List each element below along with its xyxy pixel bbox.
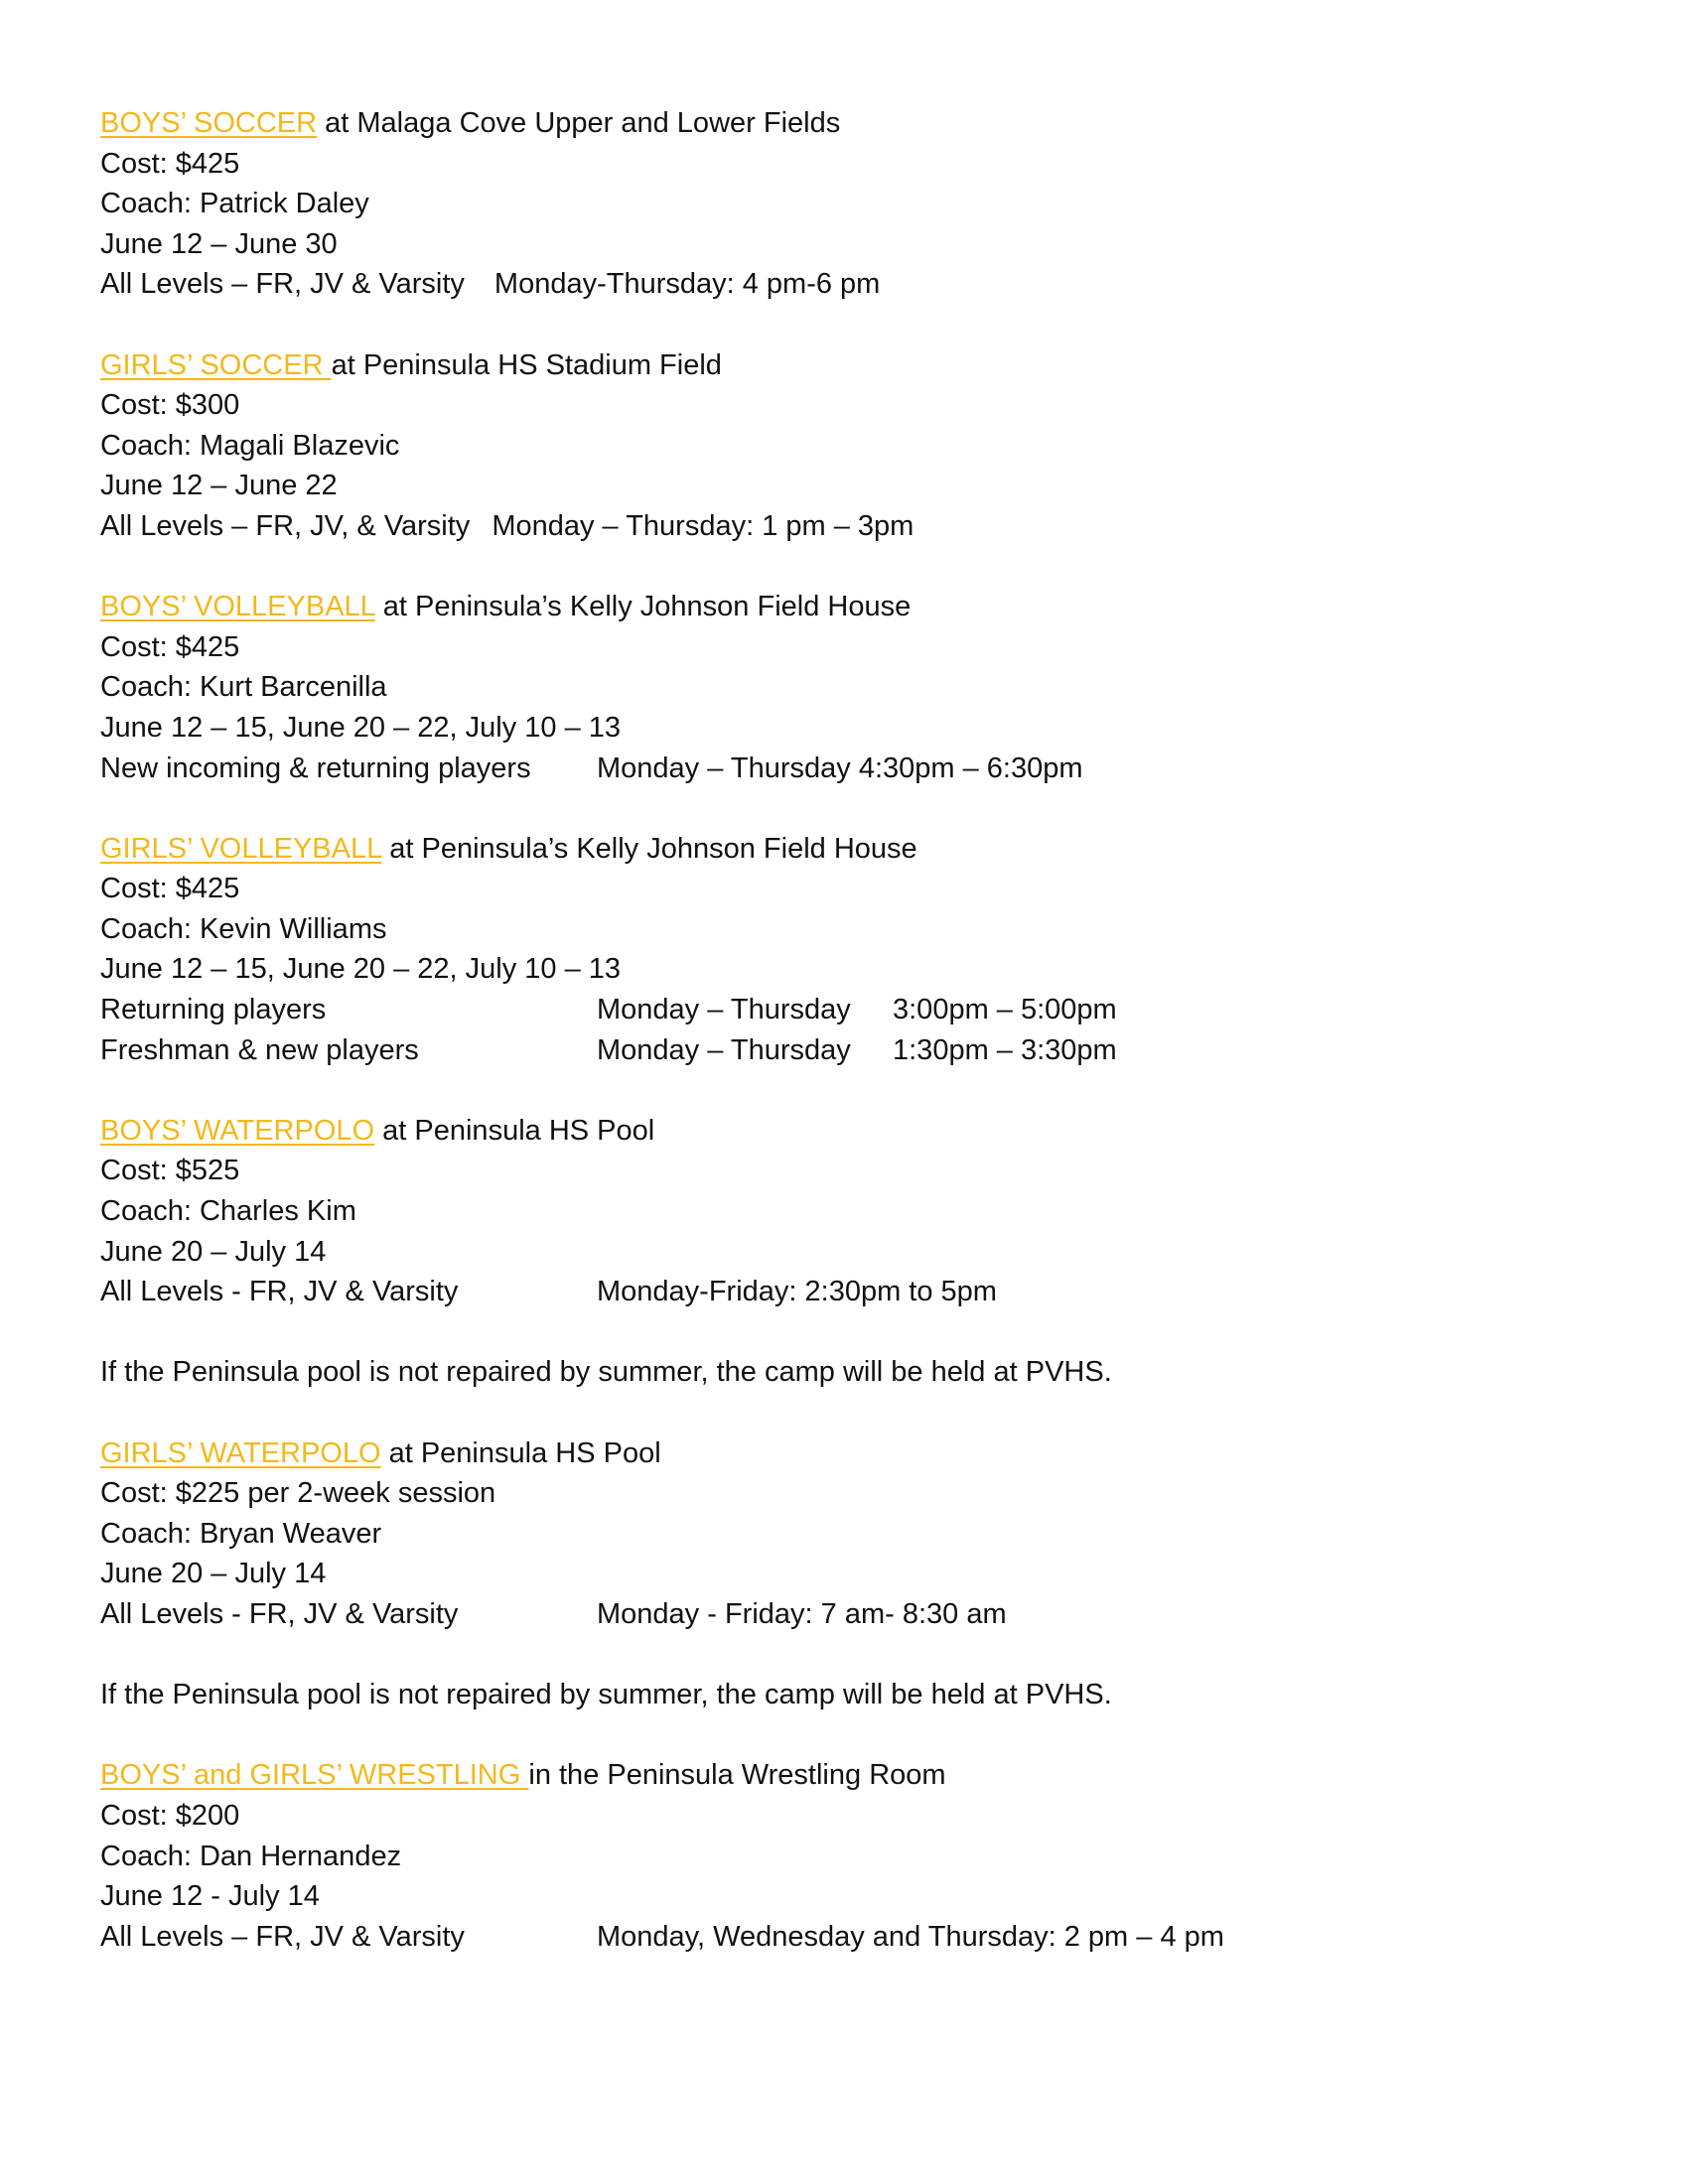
venue: at Peninsula HS Pool bbox=[380, 1436, 661, 1469]
schedule-row bbox=[100, 990, 1590, 1030]
time: 1:30pm – 3:30pm bbox=[893, 1033, 1117, 1066]
section-heading bbox=[100, 1755, 1590, 1796]
coach: Coach: Kevin Williams bbox=[100, 912, 387, 945]
days: Monday – Thursday bbox=[597, 1033, 851, 1066]
sport-name-link[interactable]: BOYS’ SOCCER bbox=[100, 107, 318, 139]
section-heading bbox=[100, 1433, 1590, 1474]
levels-schedule-row bbox=[100, 749, 1590, 789]
coach: Coach: Magali Blazevic bbox=[100, 429, 400, 462]
section-heading bbox=[100, 587, 1590, 627]
coach: Coach: Kurt Barcenilla bbox=[100, 671, 387, 704]
dates: June 20 – July 14 bbox=[100, 1558, 327, 1590]
cost: Cost: $525 bbox=[100, 1155, 240, 1187]
document-page bbox=[100, 103, 1590, 1957]
schedule: Monday-Friday: 2:30pm to 5pm bbox=[597, 1276, 997, 1308]
section-heading bbox=[100, 345, 1590, 386]
venue: at Peninsula’s Kelly Johnson Field House bbox=[374, 591, 912, 623]
dates: June 12 - July 14 bbox=[100, 1880, 320, 1913]
section-heading bbox=[100, 1111, 1590, 1152]
levels-schedule-row bbox=[100, 264, 1590, 305]
venue: at Peninsula’s Kelly Johnson Field House bbox=[381, 832, 917, 865]
sport-name-link[interactable]: BOYS’ and GIRLS’ WRESTLING bbox=[100, 1759, 529, 1792]
schedule: Monday, Wednesday and Thursday: 2 pm – 4 pm bbox=[597, 1920, 1224, 1953]
coach: Coach: Patrick Daley bbox=[100, 188, 369, 220]
sport-name-link[interactable]: GIRLS’ SOCCER bbox=[100, 348, 332, 381]
levels: All Levels - FR, JV & Varsity bbox=[100, 1276, 459, 1308]
schedule: Monday – Thursday: 1 pm – 3pm bbox=[492, 509, 914, 542]
cost: Cost: $300 bbox=[100, 389, 240, 422]
schedule: Monday – Thursday 4:30pm – 6:30pm bbox=[597, 751, 1083, 784]
schedule-row bbox=[100, 1030, 1590, 1071]
levels: All Levels - FR, JV & Varsity bbox=[100, 1597, 459, 1630]
group: Returning players bbox=[100, 994, 327, 1026]
time: 3:00pm – 5:00pm bbox=[893, 994, 1117, 1026]
schedule: Monday-Thursday: 4 pm-6 pm bbox=[493, 268, 881, 301]
venue: at Peninsula HS Pool bbox=[374, 1114, 655, 1147]
levels: All Levels – FR, JV, & Varsity bbox=[100, 509, 471, 542]
group: Freshman & new players bbox=[100, 1033, 419, 1066]
sport-name-link[interactable]: BOYS’ VOLLEYBALL bbox=[100, 591, 375, 623]
levels-schedule-row bbox=[100, 1594, 1590, 1635]
venue: at Peninsula HS Stadium Field bbox=[331, 348, 722, 381]
cost: Cost: $425 bbox=[100, 147, 240, 180]
sport-name-link[interactable]: GIRLS’ VOLLEYBALL bbox=[100, 832, 382, 865]
dates: June 12 – 15, June 20 – 22, July 10 – 13 bbox=[100, 711, 622, 744]
dates: June 20 – July 14 bbox=[100, 1235, 327, 1268]
section-heading bbox=[100, 829, 1590, 870]
levels-schedule-row bbox=[100, 1917, 1590, 1958]
days: Monday – Thursday bbox=[597, 994, 851, 1026]
dates: June 12 – June 30 bbox=[100, 227, 338, 260]
pool-note: If the Peninsula pool is not repaired by summer, the camp will be held at PVHS. bbox=[100, 1679, 1112, 1711]
dates: June 12 – 15, June 20 – 22, July 10 – 13 bbox=[100, 953, 622, 986]
levels: All Levels – FR, JV & Varsity bbox=[100, 1920, 465, 1953]
venue: in the Peninsula Wrestling Room bbox=[528, 1759, 946, 1792]
dates: June 12 – June 22 bbox=[100, 470, 338, 502]
coach: Coach: Bryan Weaver bbox=[100, 1517, 382, 1550]
levels-schedule-row bbox=[100, 506, 1590, 547]
cost: Cost: $425 bbox=[100, 630, 240, 663]
schedule: Monday - Friday: 7 am- 8:30 am bbox=[597, 1597, 1007, 1630]
coach: Coach: Charles Kim bbox=[100, 1195, 356, 1228]
section-heading bbox=[100, 103, 1590, 144]
venue: at Malaga Cove Upper and Lower Fields bbox=[317, 107, 841, 139]
cost: Cost: $200 bbox=[100, 1799, 240, 1832]
levels: All Levels – FR, JV & Varsity bbox=[100, 268, 465, 301]
cost: Cost: $425 bbox=[100, 873, 240, 905]
sport-name-link[interactable]: GIRLS’ WATERPOLO bbox=[100, 1436, 381, 1469]
levels: New incoming & returning players bbox=[100, 751, 531, 784]
cost: Cost: $225 per 2-week session bbox=[100, 1477, 496, 1510]
levels-schedule-row bbox=[100, 1272, 1590, 1312]
sport-name-link[interactable]: BOYS’ WATERPOLO bbox=[100, 1114, 375, 1147]
coach: Coach: Dan Hernandez bbox=[100, 1840, 402, 1872]
pool-note: If the Peninsula pool is not repaired by summer, the camp will be held at PVHS. bbox=[100, 1356, 1112, 1389]
